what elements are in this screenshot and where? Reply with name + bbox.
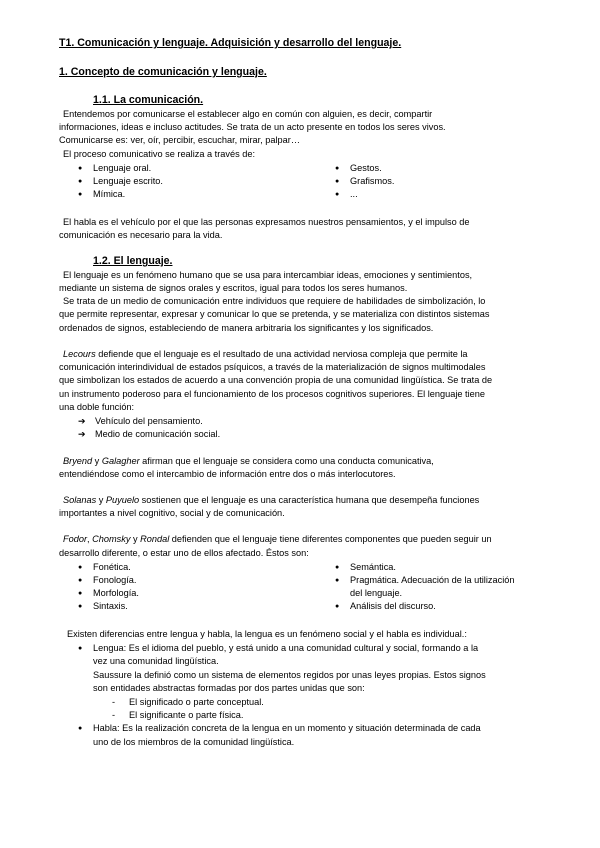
author-name: Chomsky bbox=[92, 534, 131, 544]
paragraph-line: Bryend y Galagher afirman que el lenguaje se considera como una conducta comunicativa, bbox=[63, 456, 434, 466]
list-item: ● Gestos. bbox=[350, 162, 382, 175]
paragraph-line: Existen diferencias entre lengua y habla, la lengua es un fenómeno social y el habla es individual.: bbox=[67, 629, 467, 639]
paragraph-line: desarrollo diferente, o estar uno de ellos afectado. Éstos son: bbox=[59, 548, 309, 558]
section-heading: 1. Concepto de comunicación y lenguaje. bbox=[59, 66, 267, 78]
subsection-heading: 1.1. La comunicación. bbox=[93, 94, 204, 106]
paragraph-line: El lenguaje es un fenómeno humano que se usa para intercambiar ideas, emociones y sentimientos, bbox=[63, 270, 473, 280]
list-item: ● Fonética. bbox=[93, 561, 131, 574]
paragraph-line: Se trata de un medio de comunicación entre individuos que requiere de habilidades de simbolización, lo bbox=[63, 296, 486, 306]
author-name: Bryend bbox=[63, 456, 93, 466]
list-item: ● Lengua: Es el idioma del pueblo, y está unido a una comunidad cultural y social, formando a la bbox=[93, 642, 478, 655]
paragraph-line: informaciones, ideas e incluso actitudes. Se trata de un acto presente en todos los seres vivos. bbox=[59, 122, 446, 132]
author-name: Puyuelo bbox=[105, 495, 140, 505]
paragraph-line: Fodor, Chomsky y Rondal defienden que el lenguaje tiene diferentes componentes que pueden seguir un bbox=[63, 534, 492, 544]
arrow-list-item: ➔ Medio de comunicación social. bbox=[95, 428, 220, 441]
paragraph-line: Solanas y Puyuelo sostienen que el lenguaje es una característica humana que desempeña funciones bbox=[63, 495, 480, 505]
list-item: ● Lenguaje escrito. bbox=[93, 175, 163, 188]
list-item-continuation: del lenguaje. bbox=[350, 588, 403, 598]
paragraph-line: Entendemos por comunicarse el establecer algo en común con alguien, es decir, compartir bbox=[63, 109, 433, 119]
paragraph-line: un instrumento poderoso para el funcionamiento de los procesos cognitivos superiores. El lenguaje tiene bbox=[59, 389, 485, 399]
list-item: ● Semántica. bbox=[350, 561, 396, 574]
list-item: ● ... bbox=[350, 188, 358, 201]
paragraph-line: una doble función: bbox=[59, 402, 135, 412]
paragraph-line: entendiéndose como el intercambio de información entre dos o más interlocutores. bbox=[59, 469, 396, 479]
list-item-continuation: son entidades abstractas formadas por dos partes unidas que son: bbox=[93, 683, 365, 693]
list-item-continuation: vez una comunidad lingüística. bbox=[93, 656, 219, 666]
paragraph-line: importantes a nivel cognitivo, social y de comunicación. bbox=[59, 508, 285, 518]
paragraph-line: comunicación interindividual de estados psíquicos, a través de la materialización de signos multimodales bbox=[59, 362, 486, 372]
author-name: Galagher bbox=[101, 456, 140, 466]
author-name: Fodor bbox=[63, 534, 88, 544]
author-name: Rondal bbox=[140, 534, 170, 544]
paragraph-line: Lecours defiende que el lenguaje es el resultado de una actividad nerviosa compleja que permite la bbox=[63, 349, 468, 359]
list-item: ● Análisis del discurso. bbox=[350, 600, 436, 613]
list-item: ● Habla: Es la realización concreta de la lengua en un momento y situación determinada de cada bbox=[93, 722, 481, 735]
list-item: ● Fonología. bbox=[93, 574, 136, 587]
dash-list-item: - El significante o parte física. bbox=[129, 709, 243, 722]
paragraph-line: comunicación es necesario para la vida. bbox=[59, 230, 223, 240]
subsection-heading: 1.2. El lenguaje. bbox=[93, 255, 173, 267]
paragraph-line: mediante un sistema de signos orales y escritos, igual para todos los seres humanos. bbox=[59, 283, 408, 293]
list-item: ● Lenguaje oral. bbox=[93, 162, 151, 175]
paragraph-line: que permite representar, expresar y comunicar lo que se pretenda, y se materializa con distintos sistemas bbox=[59, 309, 490, 319]
document-title: T1. Comunicación y lenguaje. Adquisición y desarrollo del lenguaje. bbox=[59, 37, 402, 49]
paragraph-line: El proceso comunicativo se realiza a través de: bbox=[63, 149, 256, 159]
author-name: Lecours bbox=[63, 349, 96, 359]
list-item-continuation: Saussure la definió como un sistema de elementos regidos por unas leyes propias. Estos signos bbox=[93, 670, 486, 680]
paragraph-line: El habla es el vehículo por el que las personas expresamos nuestros pensamientos, y el impulso de bbox=[63, 217, 470, 227]
list-item: ● Mímica. bbox=[93, 188, 125, 201]
dash-list-item: - El significado o parte conceptual. bbox=[129, 696, 264, 709]
list-item: ● Grafismos. bbox=[350, 175, 394, 188]
paragraph-line: que simbolizan los estados de acuerdo a una convención propia de una comunidad lingüística. Se trata de bbox=[59, 375, 493, 385]
list-item: ● Sintaxis. bbox=[93, 600, 128, 613]
author-name: Solanas bbox=[63, 495, 97, 505]
paragraph-line: ordenados de signos, estableciendo de manera arbitraria los significantes y los significados. bbox=[59, 323, 434, 333]
list-item: ● Morfología. bbox=[93, 587, 139, 600]
arrow-list-item: ➔ Vehículo del pensamiento. bbox=[95, 415, 203, 428]
list-item: ● Pragmática. Adecuación de la utilización bbox=[350, 574, 514, 587]
paragraph-line: Comunicarse es: ver, oír, percibir, escuchar, mirar, palpar… bbox=[59, 135, 301, 145]
list-item-continuation: uno de los miembros de la comunidad lingüística. bbox=[93, 737, 295, 747]
